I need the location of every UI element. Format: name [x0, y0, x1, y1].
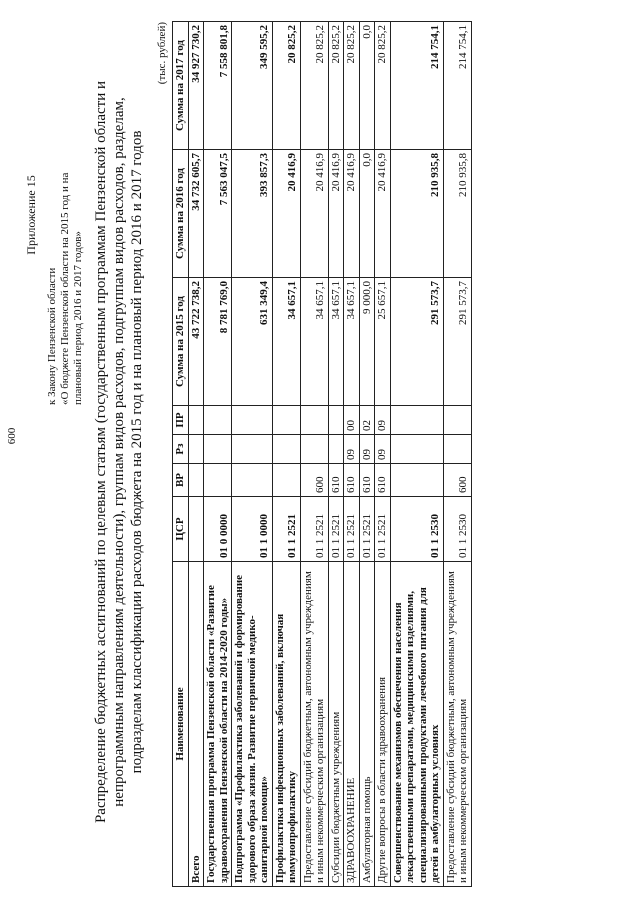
table-row — [300, 22, 328, 887]
cell-sum-2016: 20 416,9 — [272, 150, 300, 278]
cell-csr — [188, 497, 204, 562]
table-row — [344, 22, 360, 887]
cell-sum-2017: 34 927 730,2 — [188, 22, 204, 150]
cell-pr: 00 — [344, 406, 360, 435]
cell-name: Субсидии бюджетным учреждениям — [328, 562, 344, 887]
units-label: (тыс. рублей) — [156, 22, 168, 85]
table-body — [188, 22, 471, 887]
cell-vr — [272, 464, 300, 497]
cell-vr: 610 — [375, 464, 391, 497]
cell-rz — [300, 435, 328, 464]
cell-sum-2015: 291 573,7 — [443, 278, 471, 406]
cell-name: Амбулаторная помощь — [359, 562, 375, 887]
law-reference — [46, 25, 85, 405]
table-row — [359, 22, 375, 887]
header-sum-2016: Сумма на 2016 год — [173, 150, 189, 278]
cell-csr: 01 0 0000 — [204, 497, 232, 562]
cell-pr — [204, 406, 232, 435]
cell-sum-2017: 20 825,2 — [375, 22, 391, 150]
cell-name: Всего — [188, 562, 204, 887]
cell-sum-2015: 8 781 769,0 — [204, 278, 232, 406]
law-line-2: «О бюджете Пензенской области на 2015 год и на — [59, 172, 71, 405]
cell-rz — [328, 435, 344, 464]
cell-pr — [272, 406, 300, 435]
title-line-2: непрограммным направлениям деятельности), группам видов расходов, подгруппам видов расходов, разделам, — [111, 97, 127, 807]
cell-name: Государственная программа Пензенской области «Развитие здравоохранения Пензенской области на 2014-2020 годы» — [204, 562, 232, 887]
cell-vr: 610 — [328, 464, 344, 497]
cell-name: Подпрограмма «Профилактика заболеваний и формирование здорового образа жизни. Развитие первичной медико-санитарной помощи» — [232, 562, 273, 887]
cell-sum-2015: 9 000,0 — [359, 278, 375, 406]
cell-sum-2016: 393 857,3 — [232, 150, 273, 278]
cell-name: Совершенствование механизмов обеспечения населения лекарственными препаратами, медицинскими изделиями, специализированными продуктами лечебного питания для детей в амбулаторных условиях — [390, 562, 443, 887]
table-row — [328, 22, 344, 887]
cell-rz: 09 — [375, 435, 391, 464]
page-number: 600 — [6, 427, 18, 445]
title-line-1: Распределение бюджетных ассигнований по целевым статьям (государственным программам Пензенской области и — [93, 80, 109, 824]
cell-pr — [300, 406, 328, 435]
cell-vr — [188, 464, 204, 497]
title-line-3: подразделам классификации расходов бюджета на 2015 год и на плановый период 2016 и 2017 годов — [129, 130, 145, 774]
document-title — [92, 19, 146, 885]
cell-rz — [232, 435, 273, 464]
table-row — [204, 22, 232, 887]
cell-sum-2015: 34 657,1 — [272, 278, 300, 406]
cell-csr: 01 1 2521 — [328, 497, 344, 562]
cell-vr: 610 — [344, 464, 360, 497]
cell-name: Другие вопросы в области здравоохранения — [375, 562, 391, 887]
cell-vr — [204, 464, 232, 497]
header-name: Наименование — [173, 562, 189, 887]
cell-name: Предоставление субсидий бюджетным, автономным учреждениям и иным некоммерческим организациям — [443, 562, 471, 887]
cell-name: ЗДРАВООХРАНЕНИЕ — [344, 562, 360, 887]
cell-sum-2016: 20 416,9 — [344, 150, 360, 278]
cell-sum-2015: 34 657,1 — [344, 278, 360, 406]
cell-vr: 610 — [359, 464, 375, 497]
cell-pr — [443, 406, 471, 435]
appendix-label: Приложение 15 — [24, 175, 38, 255]
cell-sum-2015: 34 657,1 — [300, 278, 328, 406]
header-sum-2017: Сумма на 2017 год — [173, 22, 189, 150]
cell-pr — [328, 406, 344, 435]
cell-sum-2017: 214 754,1 — [390, 22, 443, 150]
cell-sum-2016: 20 416,9 — [328, 150, 344, 278]
cell-vr: 600 — [300, 464, 328, 497]
cell-csr: 01 1 0000 — [232, 497, 273, 562]
cell-vr — [390, 464, 443, 497]
cell-sum-2015: 34 657,1 — [328, 278, 344, 406]
cell-sum-2015: 25 657,1 — [375, 278, 391, 406]
cell-sum-2016: 0,0 — [359, 150, 375, 278]
table-row — [232, 22, 273, 887]
cell-pr: 02 — [359, 406, 375, 435]
cell-rz — [188, 435, 204, 464]
cell-sum-2015: 43 722 738,2 — [188, 278, 204, 406]
table-row — [272, 22, 300, 887]
cell-csr: 01 1 2521 — [359, 497, 375, 562]
cell-sum-2016: 210 935,8 — [390, 150, 443, 278]
cell-sum-2017: 20 825,2 — [344, 22, 360, 150]
cell-sum-2016: 20 416,9 — [300, 150, 328, 278]
cell-pr — [390, 406, 443, 435]
header-vr: ВР — [173, 464, 189, 497]
cell-sum-2017: 20 825,2 — [328, 22, 344, 150]
cell-rz — [443, 435, 471, 464]
cell-csr: 01 1 2521 — [300, 497, 328, 562]
cell-sum-2017: 0,0 — [359, 22, 375, 150]
cell-csr: 01 1 2521 — [375, 497, 391, 562]
budget-table — [172, 21, 472, 887]
cell-name: Профилактика инфекционных заболеваний, включая иммунопрофилактику — [272, 562, 300, 887]
cell-sum-2016: 210 935,8 — [443, 150, 471, 278]
law-line-3: плановый период 2016 и 2017 годов» — [72, 231, 84, 405]
table-row — [390, 22, 443, 887]
cell-rz — [272, 435, 300, 464]
cell-csr: 01 1 2530 — [443, 497, 471, 562]
cell-pr — [232, 406, 273, 435]
cell-rz — [390, 435, 443, 464]
table-row — [188, 22, 204, 887]
header-csr: ЦСР — [173, 497, 189, 562]
cell-vr: 600 — [443, 464, 471, 497]
cell-sum-2017: 349 595,2 — [232, 22, 273, 150]
cell-rz — [204, 435, 232, 464]
cell-csr: 01 1 2530 — [390, 497, 443, 562]
cell-sum-2015: 631 349,4 — [232, 278, 273, 406]
cell-rz: 09 — [359, 435, 375, 464]
table-header-row — [173, 22, 189, 887]
cell-sum-2017: 7 558 801,8 — [204, 22, 232, 150]
header-rz: Рз — [173, 435, 189, 464]
header-sum-2015: Сумма на 2015 год — [173, 278, 189, 406]
cell-csr: 01 1 2521 — [272, 497, 300, 562]
cell-sum-2017: 20 825,2 — [272, 22, 300, 150]
law-line-1: к Закону Пензенской области — [46, 267, 58, 405]
table-row — [443, 22, 471, 887]
cell-sum-2016: 34 732 605,7 — [188, 150, 204, 278]
cell-sum-2017: 20 825,2 — [300, 22, 328, 150]
cell-vr — [232, 464, 273, 497]
cell-pr — [188, 406, 204, 435]
cell-sum-2015: 291 573,7 — [390, 278, 443, 406]
cell-sum-2017: 214 754,1 — [443, 22, 471, 150]
table-row — [375, 22, 391, 887]
cell-name: Предоставление субсидий бюджетным, автономным учреждениям и иным некоммерческим организациям — [300, 562, 328, 887]
cell-pr: 09 — [375, 406, 391, 435]
cell-rz: 09 — [344, 435, 360, 464]
cell-sum-2016: 7 563 047,5 — [204, 150, 232, 278]
header-pr: ПР — [173, 406, 189, 435]
cell-csr: 01 1 2521 — [344, 497, 360, 562]
cell-sum-2016: 20 416,9 — [375, 150, 391, 278]
